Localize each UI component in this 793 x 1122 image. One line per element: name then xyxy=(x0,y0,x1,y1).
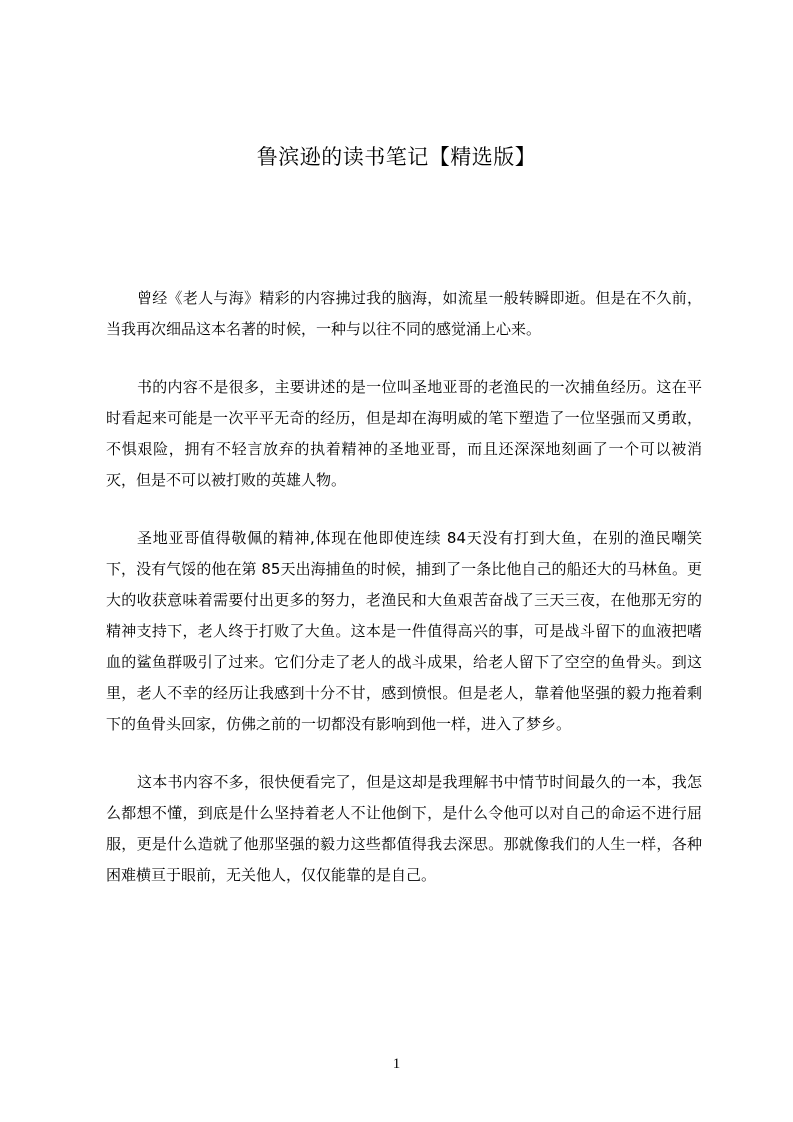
paragraph-4: 这本书内容不多，很快便看完了，但是这却是我理解书中情节时间最久的一本，我怎么都想不懂，到底是什么坚持着老人不让他倒下，是什么令他可以对自己的命运不进行屈服，更是什么造就了他那坚强的毅力这些都值得我去深思。那就像我们的人生一样，各种困难横亘于眼前，无关他人，仅仅能靠的是自己。 xyxy=(106,773,702,884)
paragraph-1: 曾经《老人与海》精彩的内容拂过我的脑海，如流星一般转瞬即逝。但是在不久前，当我再次细品这本名著的时候，一种与以往不同的感觉涌上心来。 xyxy=(106,289,702,338)
document-body xyxy=(106,283,702,918)
paragraph-2: 书的内容不是很多，主要讲述的是一位叫圣地亚哥的老渔民的一次捕鱼经历。这在平时看起来可能是一次平平无奇的经历，但是却在海明威的笔下塑造了一位坚强而又勇敢，不惧艰险，拥有不轻言放弃的执着精神的圣地亚哥，而且还深深地刻画了一个可以被消灭，但是不可以被打败的英雄人物。 xyxy=(106,378,702,489)
paragraph-3: 圣地亚哥值得敬佩的精神,体现在他即使连续 84天没有打到大鱼，在别的渔民嘲笑下，没有气馁的他在第 85天出海捕鱼的时候，捕到了一条比他自己的船还大的马林鱼。更大的收获意味着需要付出更多的努力，老渔民和大鱼艰苦奋战了三天三夜，在他那无穷的精神支持下，老人终于打败了大鱼。这本是一件值得高兴的事，可是战斗留下的血液把嗜血的鲨鱼群吸引了过来。它们分走了老人的战斗成果，给老人留下了空空的鱼骨头。到这里，老人不幸的经历让我感到十分不甘，感到愤恨。但是老人，靠着他坚强的毅力拖着剩下的鱼骨头回家，仿佛之前的一切都没有影响到他一样，进入了梦乡。 xyxy=(106,529,702,733)
page-number: 1 xyxy=(392,1056,401,1072)
document-title: 鲁滨逊的读书笔记【精选版】 xyxy=(256,145,537,169)
